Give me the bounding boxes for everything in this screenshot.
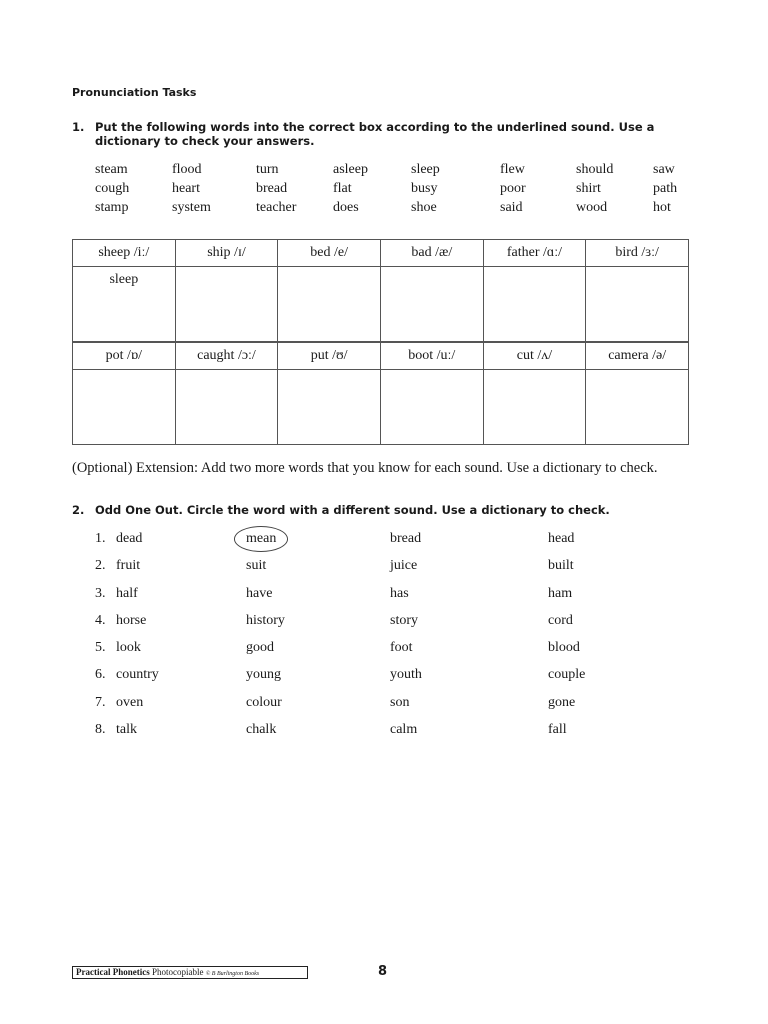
word-option[interactable]: has <box>390 585 409 601</box>
item-number: 2. <box>95 558 106 574</box>
word: flew <box>500 162 525 177</box>
word-option[interactable]: look <box>116 640 141 656</box>
odd-one-out-list <box>95 531 695 749</box>
word: should <box>576 162 614 177</box>
sound-header: caught /ɔː/ <box>175 343 278 370</box>
word-option-circled[interactable]: mean <box>234 526 288 552</box>
word-option[interactable]: story <box>390 612 418 628</box>
word-option[interactable]: son <box>390 694 410 710</box>
word-option[interactable]: head <box>548 531 575 546</box>
word: bread <box>256 181 288 196</box>
word-option[interactable]: colour <box>246 694 282 710</box>
item-number: 8. <box>95 722 106 738</box>
word-option[interactable]: cord <box>548 612 573 628</box>
sound-table-1 <box>72 239 689 342</box>
item-number: 7. <box>95 694 106 710</box>
task-1-text: Put the following words into the correct box according to the underlined sound. Use a dictionary to check your answers. <box>95 120 655 148</box>
word-option[interactable]: chalk <box>246 722 277 738</box>
item-number: 6. <box>95 667 106 683</box>
task-2-text: Odd One Out. Circle the word with a different sound. Use a dictionary to check. <box>95 503 610 517</box>
sound-header: pot /ɒ/ <box>73 343 176 370</box>
word-option[interactable]: good <box>246 640 274 656</box>
odd-one-out-row <box>95 640 695 667</box>
word: teacher <box>256 200 297 215</box>
word: poor <box>500 181 526 196</box>
word-option[interactable]: calm <box>390 722 418 738</box>
footer-label: Photocopiable <box>151 967 204 977</box>
sound-header: bed /e/ <box>278 240 381 267</box>
word-list-row <box>95 200 695 219</box>
footer-book-title: Practical Phonetics <box>76 967 150 977</box>
word-option[interactable]: juice <box>390 558 418 574</box>
word: hot <box>653 200 671 215</box>
odd-one-out-row <box>95 695 695 722</box>
word: shoe <box>411 200 437 215</box>
answer-cell[interactable] <box>586 267 689 342</box>
word-list-row <box>95 162 695 181</box>
word: path <box>653 181 678 196</box>
word: flood <box>172 162 202 177</box>
word-option[interactable]: history <box>246 612 285 628</box>
word: asleep <box>333 162 368 177</box>
odd-one-out-row <box>95 722 695 749</box>
word-option[interactable]: ham <box>548 585 573 601</box>
sound-header: put /ʊ/ <box>278 343 381 370</box>
sound-table-2 <box>72 342 689 445</box>
word-option[interactable]: horse <box>116 612 147 628</box>
word-option[interactable]: fall <box>548 722 567 738</box>
task-2-number: 2. <box>72 503 85 517</box>
word-option[interactable]: built <box>548 558 574 574</box>
answer-cell[interactable] <box>380 370 483 445</box>
word-option[interactable]: fruit <box>116 558 141 574</box>
answer-cell[interactable] <box>73 370 176 445</box>
word: said <box>500 200 523 215</box>
sound-header: ship /ɪ/ <box>175 240 278 267</box>
word: flat <box>333 181 352 196</box>
word-list-row <box>95 181 695 200</box>
word: saw <box>653 162 675 177</box>
odd-one-out-row <box>95 613 695 640</box>
sound-header: sheep /iː/ <box>73 240 176 267</box>
odd-one-out-row <box>95 667 695 694</box>
task-1-number: 1. <box>72 120 85 134</box>
item-number: 4. <box>95 612 106 628</box>
footer-credit <box>72 966 308 979</box>
sound-header: boot /uː/ <box>380 343 483 370</box>
sound-header: camera /ə/ <box>586 343 689 370</box>
answer-cell[interactable] <box>278 370 381 445</box>
item-number: 1. <box>95 531 106 546</box>
word-option[interactable]: half <box>116 585 138 601</box>
word: wood <box>576 200 608 215</box>
word: shirt <box>576 181 601 196</box>
word: turn <box>256 162 279 177</box>
item-number: 5. <box>95 640 106 656</box>
answer-cell[interactable] <box>483 267 586 342</box>
word: cough <box>95 181 130 196</box>
odd-one-out-row <box>95 531 695 558</box>
word-option[interactable]: country <box>116 667 159 683</box>
word: sleep <box>411 162 440 177</box>
word-option[interactable]: foot <box>390 640 413 656</box>
odd-one-out-row <box>95 558 695 585</box>
word-option[interactable]: bread <box>390 531 422 546</box>
word-option[interactable]: gone <box>548 694 576 710</box>
answer-cell[interactable] <box>175 267 278 342</box>
sound-header: cut /ʌ/ <box>483 343 586 370</box>
word: stamp <box>95 200 129 215</box>
word: steam <box>95 162 128 177</box>
answer-cell[interactable] <box>380 267 483 342</box>
sound-header: bad /æ/ <box>380 240 483 267</box>
word-option[interactable]: dead <box>116 531 143 546</box>
word-option[interactable]: talk <box>116 722 137 738</box>
sound-header: father /ɑː/ <box>483 240 586 267</box>
answer-cell[interactable] <box>586 370 689 445</box>
word: heart <box>172 181 200 196</box>
odd-one-out-row <box>95 586 695 613</box>
page-number: 8 <box>378 964 388 979</box>
word-option[interactable]: blood <box>548 640 580 656</box>
word: busy <box>411 181 438 196</box>
word-option[interactable]: youth <box>390 667 422 683</box>
word-list <box>95 162 695 219</box>
word: does <box>333 200 359 215</box>
word-option[interactable]: young <box>246 667 281 683</box>
word-option[interactable]: suit <box>246 558 267 574</box>
item-number: 3. <box>95 585 106 601</box>
answer-cell[interactable] <box>175 370 278 445</box>
answer-cell[interactable] <box>278 267 381 342</box>
footer-copyright: © B Burlington Books <box>205 971 260 977</box>
word: system <box>172 200 211 215</box>
answer-word: sleep <box>109 272 139 287</box>
answer-cell[interactable] <box>483 370 586 445</box>
answer-cell[interactable] <box>73 267 176 342</box>
word-option[interactable]: couple <box>548 667 586 683</box>
word-option[interactable]: have <box>246 585 273 601</box>
extension-note: (Optional) Extension: Add two more words that you know for each sound. Use a dictionary to check. <box>72 460 658 476</box>
word-option[interactable]: oven <box>116 694 144 710</box>
page-title: Pronunciation Tasks <box>72 86 197 99</box>
sound-header: bird /ɜː/ <box>586 240 689 267</box>
